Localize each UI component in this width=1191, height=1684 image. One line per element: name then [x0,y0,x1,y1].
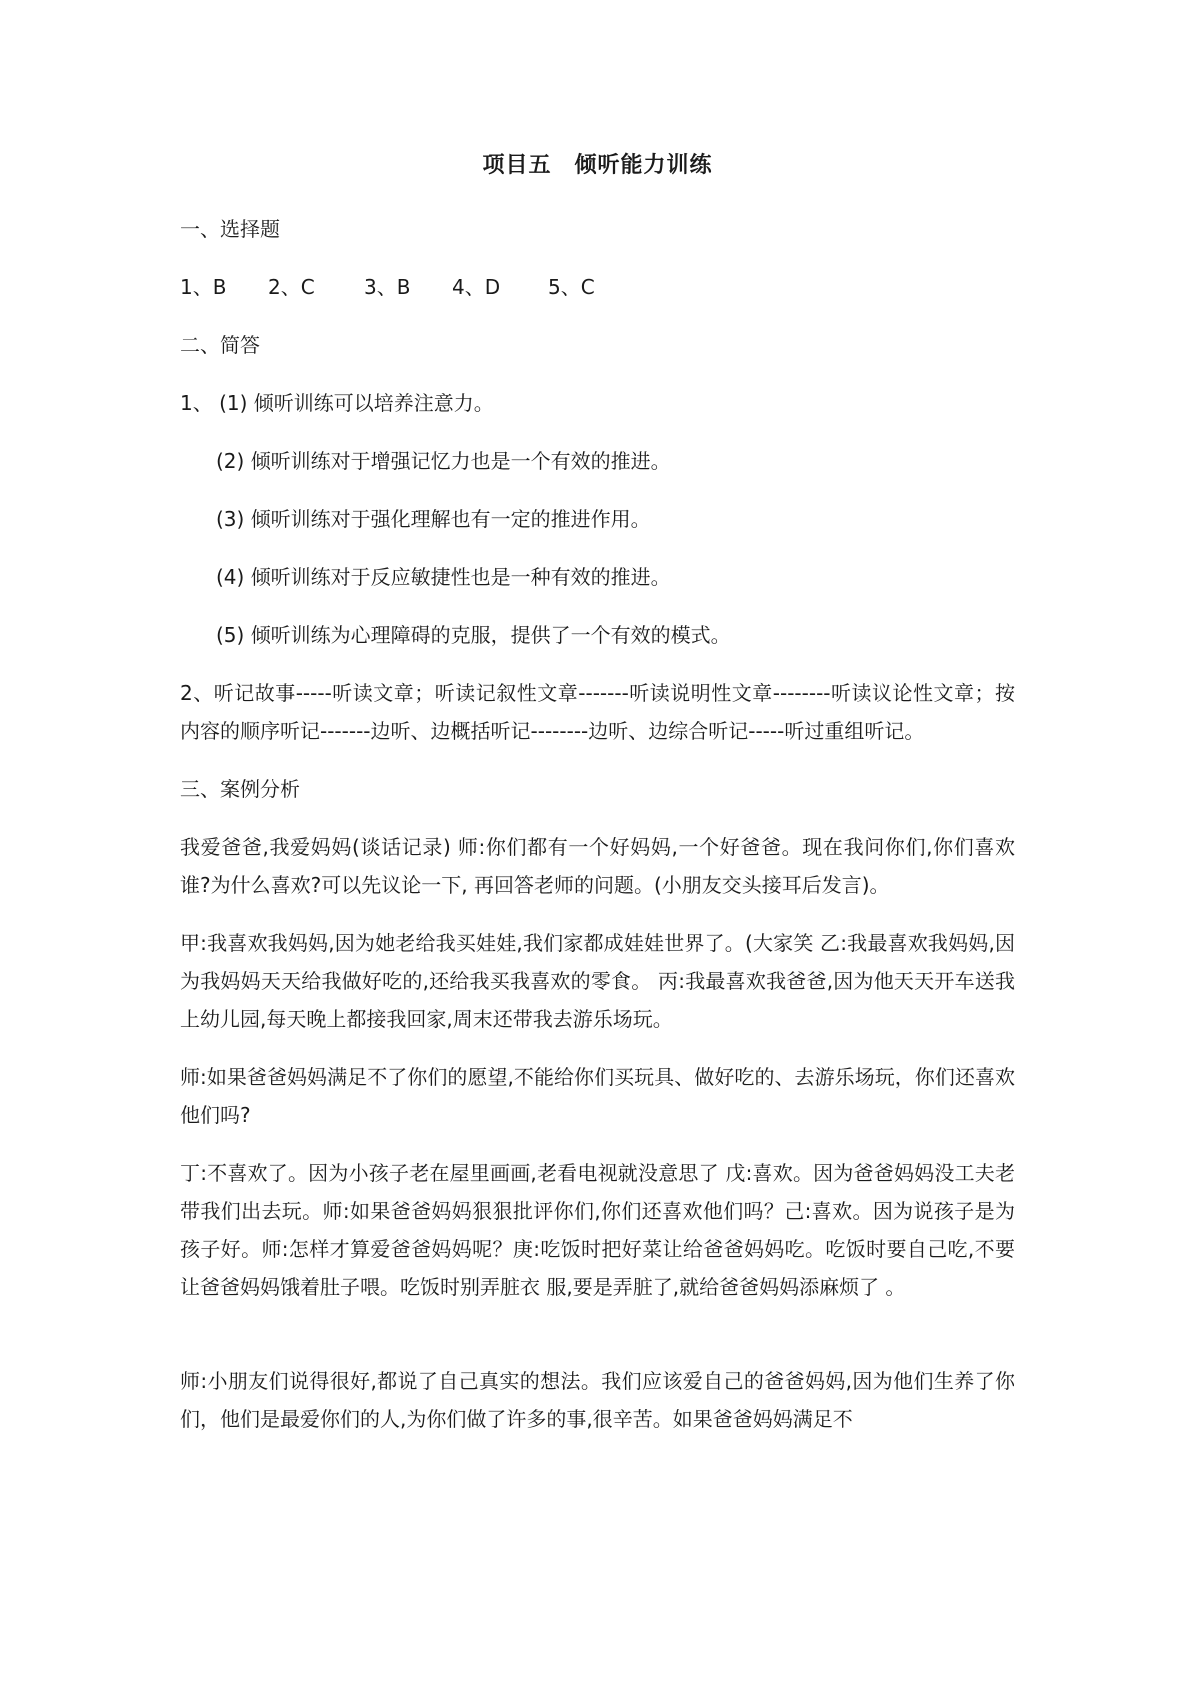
case-paragraph: 师:小朋友们说得很好,都说了自己真实的想法。我们应该爱自己的爸爸妈妈,因为他们生养了你们，他们是最爱你们的人,为你们做了许多的事,很辛苦。如果爸爸妈妈满足不 [180,1369,1015,1431]
answer-item: (2) 倾听训练对于增强记忆力也是一个有效的推进。 [216,449,671,473]
case-paragraph: 我爱爸爸,我爱妈妈(谈话记录) 师:你们都有一个好妈妈,一个好爸爸。现在我问你们,你们喜欢谁?为什么喜欢?可以先议论一下, 再回答老师的问题。(小朋友交头接耳后发言)。 [180,835,1015,897]
choice-answer: 5、C [548,275,595,299]
choice-answers [180,268,1015,306]
case-paragraph: 丁:不喜欢了。因为小孩子老在屋里画画,老看电视就没意思了 戊:喜欢。因为爸爸妈妈没工夫老带我们出去玩。师:如果爸爸妈妈狠狠批评你们,你们还喜欢他们吗？己:喜欢。因为说孩子是为孩子好。师:怎样才算爱爸爸妈妈呢？庚:吃饭时把好菜让给爸爸妈妈吃。吃饭时要自己吃,不要让爸爸妈妈饿着肚子喂。吃饭时别弄脏衣 服,要是弄脏了,就给爸爸妈妈添麻烦了 。 [180,1161,1015,1299]
choice-answer: 2、C [268,275,315,299]
choice-answer: 3、B [364,275,411,299]
choice-answer: 4、D [452,275,501,299]
case-paragraph: 甲:我喜欢我妈妈,因为她老给我买娃娃,我们家都成娃娃世界了。(大家笑 乙:我最喜欢我妈妈,因为我妈妈天天给我做好吃的,还给我买我喜欢的零食。 丙:我最喜欢我爸爸,因为他天天开车送我上幼儿园,每天晚上都接我回家,周末还带我去游乐场玩。 [180,931,1015,1031]
document-page [180,150,1015,1458]
answer-item: (4) 倾听训练对于反应敏捷性也是一种有效的推进。 [216,565,671,589]
answer-item: (3) 倾听训练对于强化理解也有一定的推进作用。 [216,507,651,531]
section-heading-choice: 一、选择题 [180,217,280,241]
case-paragraph: 师:如果爸爸妈妈满足不了你们的愿望,不能给你们买玩具、做好吃的、去游乐场玩，你们还喜欢他们吗? [180,1065,1015,1127]
choice-answer: 1、B [180,275,227,299]
answer-item: 1、 (1) 倾听训练可以培养注意力。 [180,391,494,415]
section-heading-case-analysis: 三、案例分析 [180,777,300,801]
section-heading-short-answer: 二、简答 [180,333,260,357]
answer-paragraph: 2、听记故事-----听读文章；听读记叙性文章-------听读说明性文章--------听读议论性文章；按内容的顺序听记-------边听、边概括听记--------边听、边综合听记-----听过重组听记。 [180,681,1015,743]
answer-item: (5) 倾听训练为心理障碍的克服，提供了一个有效的模式。 [216,623,731,647]
page-title: 项目五 倾听能力训练 [482,153,713,178]
